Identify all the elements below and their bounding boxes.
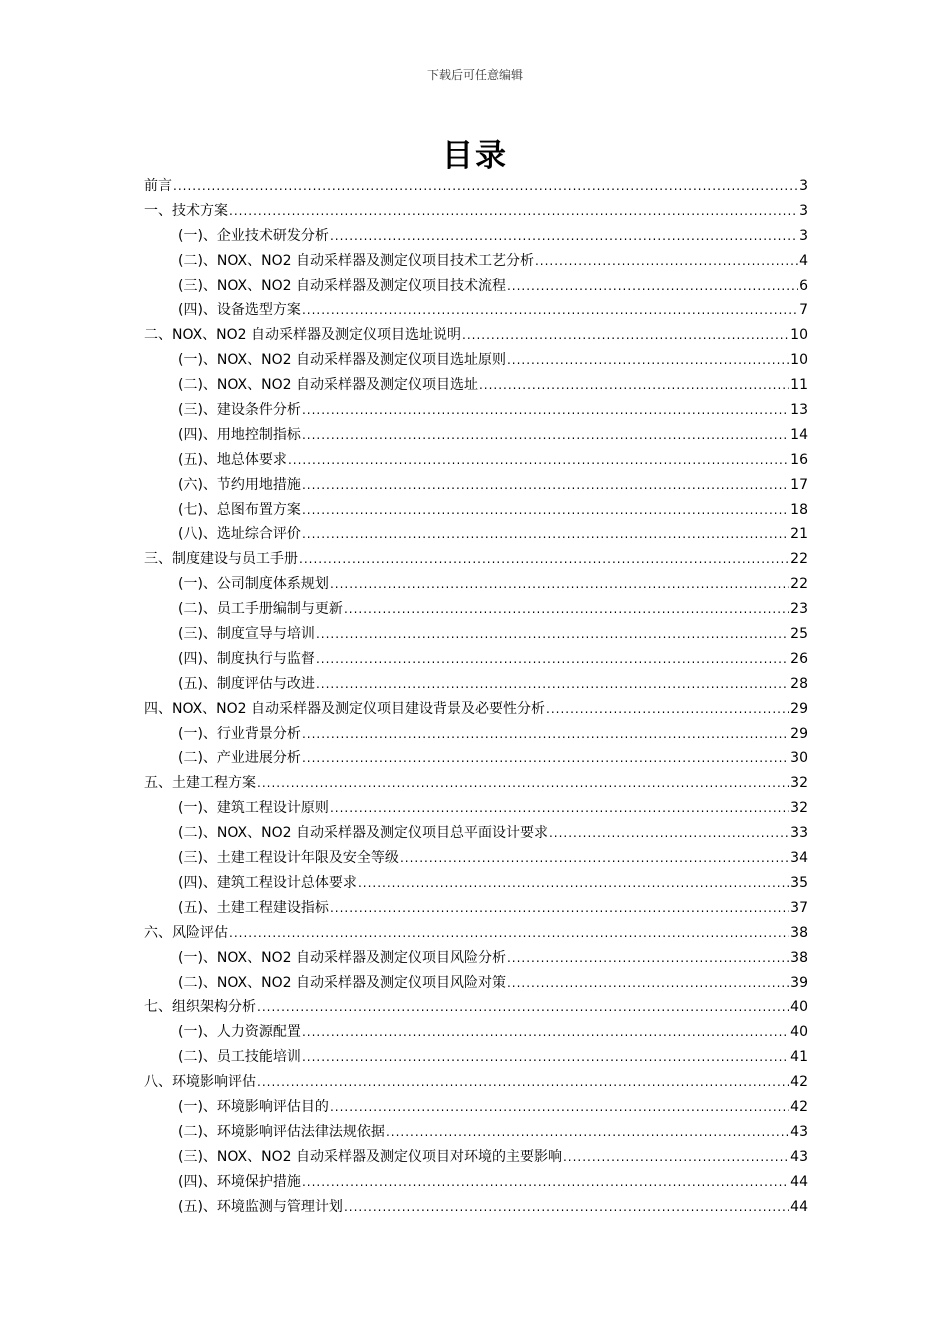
toc-page-number: 3 [799, 202, 808, 219]
dot-leader [549, 821, 789, 846]
dot-leader [316, 647, 789, 672]
dot-leader [302, 473, 789, 498]
toc-entry[interactable] [144, 1070, 808, 1095]
dot-leader [330, 896, 789, 921]
toc-page-number: 30 [790, 750, 808, 767]
toc-title: 目录 [442, 138, 508, 174]
toc-page-number: 23 [790, 601, 808, 618]
dot-leader [302, 746, 789, 771]
dot-leader [302, 298, 798, 323]
toc-entry-label: (四)、设备选型方案 [178, 302, 301, 319]
toc-page-number: 22 [790, 551, 808, 568]
toc-entry-label: (一)、公司制度体系规划 [178, 576, 329, 593]
dot-leader [257, 1070, 789, 1095]
dot-leader [302, 423, 789, 448]
toc-entry-label: (四)、环境保护措施 [178, 1173, 301, 1190]
toc-entry-label: (五)、土建工程建设指标 [178, 899, 329, 916]
toc-entry-label: (三)、NOX、NO2 自动采样器及测定仪项目技术流程 [178, 277, 506, 294]
toc-subentry[interactable] [144, 896, 808, 921]
toc-page-number: 13 [790, 402, 808, 419]
toc-entry-label: (三)、制度宣导与培训 [178, 626, 315, 643]
dot-leader [299, 547, 789, 572]
toc-subentry[interactable] [144, 971, 808, 996]
toc-subentry[interactable] [144, 622, 808, 647]
toc-subentry[interactable] [144, 522, 808, 547]
toc-page-number: 21 [790, 526, 808, 543]
toc-subentry[interactable] [144, 473, 808, 498]
toc-page-number: 28 [790, 675, 808, 692]
dot-leader [507, 348, 789, 373]
toc-subentry[interactable] [144, 373, 808, 398]
toc-page-number: 3 [799, 227, 808, 244]
toc-entry[interactable] [144, 697, 808, 722]
toc-page-number: 29 [790, 725, 808, 742]
page-header: 下载后可任意编辑 [426, 68, 523, 82]
dot-leader [507, 971, 789, 996]
toc-entry-label: (一)、建筑工程设计原则 [178, 800, 329, 817]
toc-page-number: 29 [790, 700, 808, 717]
toc-subentry[interactable] [144, 1020, 808, 1045]
toc-entry-label: (八)、选址综合评价 [178, 526, 301, 543]
toc-entry-label: 五、土建工程方案 [144, 775, 256, 792]
toc-page-number: 37 [790, 899, 808, 916]
toc-page-number: 17 [790, 476, 808, 493]
toc-subentry[interactable] [144, 1045, 808, 1070]
toc-entry-label: (五)、地总体要求 [178, 451, 287, 468]
toc-entry[interactable] [144, 199, 808, 224]
toc-entry-label: 八、环境影响评估 [144, 1074, 256, 1091]
toc-entry-label: (一)、NOX、NO2 自动采样器及测定仪项目风险分析 [178, 949, 506, 966]
toc-subentry[interactable] [144, 871, 808, 896]
toc-entry-label: (二)、NOX、NO2 自动采样器及测定仪项目总平面设计要求 [178, 825, 548, 842]
toc-entry[interactable] [144, 323, 808, 348]
toc-subentry[interactable] [144, 846, 808, 871]
dot-leader [302, 522, 789, 547]
toc-entry-label: (一)、行业背景分析 [178, 725, 301, 742]
dot-leader [330, 796, 789, 821]
toc-page-number: 38 [790, 924, 808, 941]
toc-subentry[interactable] [144, 249, 808, 274]
toc-page-number: 44 [790, 1198, 808, 1215]
dot-leader [302, 722, 789, 747]
dot-leader [344, 1195, 789, 1220]
toc-page-number: 32 [790, 800, 808, 817]
toc-entry[interactable] [144, 995, 808, 1020]
dot-leader [535, 249, 798, 274]
dot-leader [288, 448, 789, 473]
toc-entry[interactable] [144, 174, 808, 199]
toc-subentry[interactable] [144, 224, 808, 249]
toc-entry-label: (一)、NOX、NO2 自动采样器及测定仪项目选址原则 [178, 352, 506, 369]
toc-page-number: 44 [790, 1173, 808, 1190]
toc-subentry[interactable] [144, 274, 808, 299]
toc-subentry[interactable] [144, 398, 808, 423]
toc-subentry[interactable] [144, 298, 808, 323]
toc-page-number: 34 [790, 850, 808, 867]
toc-entry-label: 前言 [144, 178, 172, 194]
toc-subentry[interactable] [144, 1120, 808, 1145]
toc-entry[interactable] [144, 771, 808, 796]
toc-subentry[interactable] [144, 746, 808, 771]
toc-subentry[interactable] [144, 1145, 808, 1170]
toc-entry-label: (二)、NOX、NO2 自动采样器及测定仪项目技术工艺分析 [178, 252, 534, 269]
table-of-contents [144, 174, 808, 1219]
dot-leader [507, 946, 789, 971]
dot-leader [257, 771, 789, 796]
toc-entry[interactable] [144, 547, 808, 572]
toc-page-number: 18 [790, 501, 808, 518]
dot-leader [330, 1095, 789, 1120]
toc-subentry[interactable] [144, 1095, 808, 1120]
toc-page-number: 38 [790, 949, 808, 966]
toc-subentry[interactable] [144, 946, 808, 971]
toc-page-number: 25 [790, 626, 808, 643]
dot-leader [316, 622, 789, 647]
toc-entry-label: (五)、环境监测与管理计划 [178, 1198, 343, 1215]
toc-subentry[interactable] [144, 423, 808, 448]
toc-subentry[interactable] [144, 722, 808, 747]
toc-page-number: 40 [790, 999, 808, 1016]
toc-page-number: 22 [790, 576, 808, 593]
toc-entry-label: (二)、员工手册编制与更新 [178, 601, 343, 618]
toc-entry-label: (四)、用地控制指标 [178, 426, 301, 443]
toc-entry-label: 六、风险评估 [144, 924, 228, 941]
dot-leader [546, 697, 789, 722]
toc-subentry[interactable] [144, 1170, 808, 1195]
dot-leader [330, 224, 798, 249]
toc-subentry[interactable] [144, 821, 808, 846]
toc-subentry[interactable] [144, 348, 808, 373]
toc-subentry[interactable] [144, 597, 808, 622]
toc-page-number: 16 [790, 451, 808, 468]
toc-entry-label: 二、NOX、NO2 自动采样器及测定仪项目选址说明 [144, 327, 462, 344]
dot-leader [400, 846, 789, 871]
toc-page-number: 42 [790, 1074, 808, 1091]
dot-leader [229, 921, 789, 946]
toc-page-number: 43 [790, 1123, 808, 1140]
toc-entry-label: (二)、NOX、NO2 自动采样器及测定仪项目选址 [178, 377, 478, 394]
toc-entry-label: (三)、NOX、NO2 自动采样器及测定仪项目对环境的主要影响 [178, 1148, 562, 1165]
toc-page-number: 32 [790, 775, 808, 792]
toc-page-number: 11 [790, 377, 808, 394]
toc-page-number: 4 [799, 252, 808, 269]
toc-page-number: 33 [790, 825, 808, 842]
dot-leader [302, 1020, 789, 1045]
dot-leader [386, 1120, 789, 1145]
toc-subentry[interactable] [144, 672, 808, 697]
toc-page-number: 26 [790, 650, 808, 667]
toc-page-number: 42 [790, 1098, 808, 1115]
dot-leader [302, 1170, 789, 1195]
toc-entry-label: (二)、产业进展分析 [178, 750, 301, 767]
toc-entry-label: (四)、制度执行与监督 [178, 650, 315, 667]
toc-entry-label: (一)、企业技术研发分析 [178, 227, 329, 244]
toc-subentry[interactable] [144, 796, 808, 821]
toc-entry-label: (六)、节约用地措施 [178, 476, 301, 493]
toc-page-number: 39 [790, 974, 808, 991]
toc-entry-label: (三)、土建工程设计年限及安全等级 [178, 850, 399, 867]
dot-leader [330, 572, 789, 597]
toc-entry-label: (七)、总图布置方案 [178, 501, 301, 518]
dot-leader [462, 323, 789, 348]
dot-leader [358, 871, 789, 896]
toc-entry[interactable] [144, 921, 808, 946]
dot-leader [257, 995, 789, 1020]
dot-leader [302, 498, 789, 523]
dot-leader [229, 199, 798, 224]
dot-leader [302, 1045, 789, 1070]
dot-leader [563, 1145, 789, 1170]
toc-subentry[interactable] [144, 498, 808, 523]
toc-entry-label: (三)、建设条件分析 [178, 402, 301, 419]
toc-page-number: 14 [790, 426, 808, 443]
toc-page-number: 43 [790, 1148, 808, 1165]
dot-leader [507, 274, 798, 299]
toc-page-number: 6 [799, 277, 808, 294]
toc-page-number: 3 [799, 178, 808, 194]
toc-subentry[interactable] [144, 448, 808, 473]
toc-entry-label: 七、组织架构分析 [144, 999, 256, 1016]
toc-entry-label: (四)、建筑工程设计总体要求 [178, 874, 357, 891]
toc-subentry[interactable] [144, 647, 808, 672]
toc-entry-label: (二)、员工技能培训 [178, 1049, 301, 1066]
toc-page-number: 10 [790, 352, 808, 369]
toc-entry-label: 三、制度建设与员工手册 [144, 551, 298, 568]
toc-entry-label: 一、技术方案 [144, 202, 228, 219]
toc-entry-label: (二)、环境影响评估法律法规依据 [178, 1123, 385, 1140]
toc-page-number: 7 [799, 302, 808, 319]
toc-entry-label: 四、NOX、NO2 自动采样器及测定仪项目建设背景及必要性分析 [144, 700, 546, 717]
dot-leader [479, 373, 789, 398]
dot-leader [173, 174, 798, 199]
toc-subentry[interactable] [144, 1195, 808, 1220]
toc-page-number: 10 [790, 327, 808, 344]
toc-entry-label: (二)、NOX、NO2 自动采样器及测定仪项目风险对策 [178, 974, 506, 991]
toc-page-number: 40 [790, 1024, 808, 1041]
toc-subentry[interactable] [144, 572, 808, 597]
toc-entry-label: (一)、人力资源配置 [178, 1024, 301, 1041]
dot-leader [344, 597, 789, 622]
toc-entry-label: (五)、制度评估与改进 [178, 675, 315, 692]
toc-page-number: 35 [790, 874, 808, 891]
toc-entry-label: (一)、环境影响评估目的 [178, 1098, 329, 1115]
dot-leader [302, 398, 789, 423]
toc-page-number: 41 [790, 1049, 808, 1066]
dot-leader [316, 672, 789, 697]
